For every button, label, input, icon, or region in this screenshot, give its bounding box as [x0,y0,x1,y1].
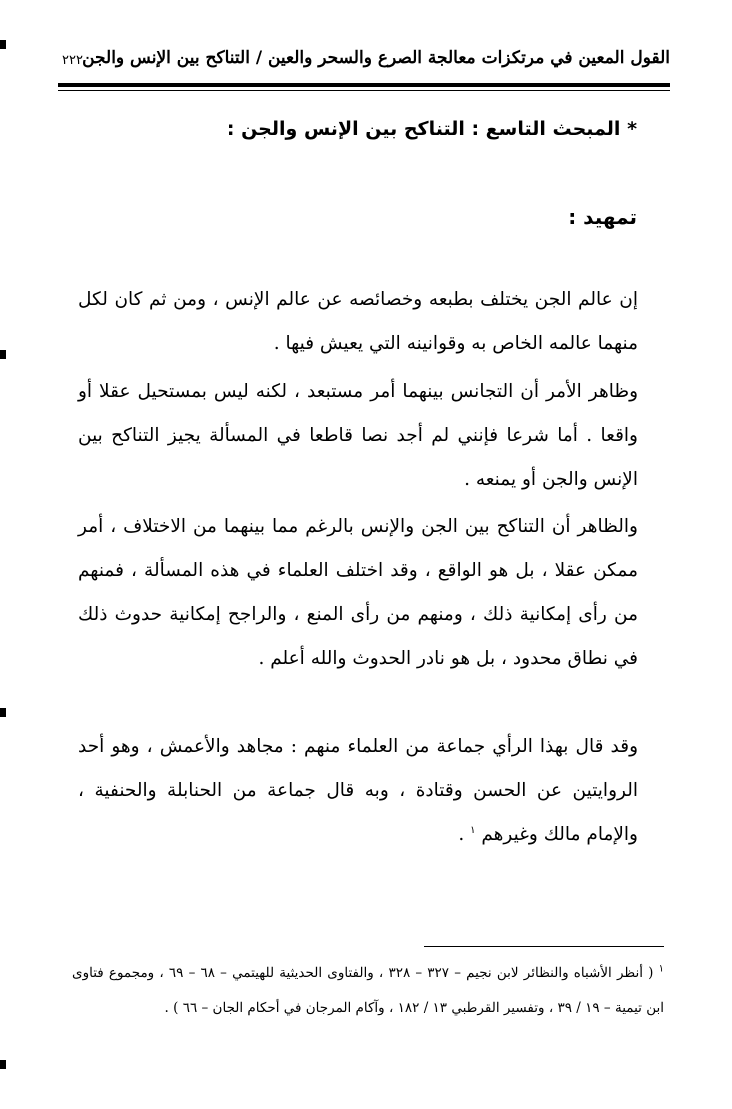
footnote [72,956,664,1026]
paragraph-4-end: . [458,824,471,845]
paragraph-2: وظاهر الأمر أن التجانس بينهما أمر مستبعد ، لكنه ليس بمستحيل عقلا أو واقعا . أما شرعا فإنني لم أجد نصا قاطعا في المسألة يجيز التناكح بين الإنس والجن أو يمنعه . [78,381,638,490]
paragraph-3: والظاهر أن التناكح بين الجن والإنس بالرغم مما بينهما من الاختلاف ، أمر ممكن عقلا ، بل هو الواقع ، وقد اختلف العلماء في هذه المسألة ، فمنهم من رأى إمكانية ذلك ، ومنهم من رأى المنع ، والراجح إمكانية حدوث ذلك في نطاق محدود ، بل هو نادر الحدوث والله أعلم . [78,516,638,669]
scan-edge-mark [0,40,6,49]
footnote-text: ( أنظر الأشباه والنظائر لابن نجيم – ٣٢٧ – ٣٢٨ ، والفتاوى الحديثية للهيتمي – ٦٨ – ٦٩ ، ومجموع فتاوى ابن تيمية – ١٩ / ٣٩ ، وتفسير القرطبي ١٣ / ١٨٢ ، وآكام المرجان في أحكام الجان – ٦٦ ) . [72,965,664,1016]
header-rule-thick [58,83,670,87]
page-number: ٢٢٢ [62,53,83,68]
footnote-reference[interactable]: ١ [470,824,476,836]
paragraph-1: إن عالم الجن يختلف بطبعه وخصائصه عن عالم الإنس ، ومن ثم كان لكل منهما عالمه الخاص به وقوانينه التي يعيش فيها . [78,289,638,354]
running-header [58,44,670,84]
header-rule-thin [58,90,670,91]
section-subtitle: تمهيد : [568,205,637,229]
scan-edge-mark [0,1060,6,1069]
section-title: * المبحث التاسع : التناكح بين الإنس والجن : [226,118,637,140]
footnote-separator [424,946,664,947]
running-header-title: القول المعين في مرتكزات معالجة الصرع والسحر والعين / التناكح بين الإنس والجن [82,48,670,68]
paragraph-4 [78,725,638,857]
paragraph-4-text: وقد قال بهذا الرأي جماعة من العلماء منهم : مجاهد والأعمش ، وهو أحد الروايتين عن الحسن وقتادة ، وبه قال جماعة من الحنابلة والحنفية ، والإمام مالك وغيرهم [78,736,638,845]
scan-edge-mark [0,708,6,717]
scan-edge-mark [0,350,6,359]
footnote-marker: ١ [658,963,664,975]
